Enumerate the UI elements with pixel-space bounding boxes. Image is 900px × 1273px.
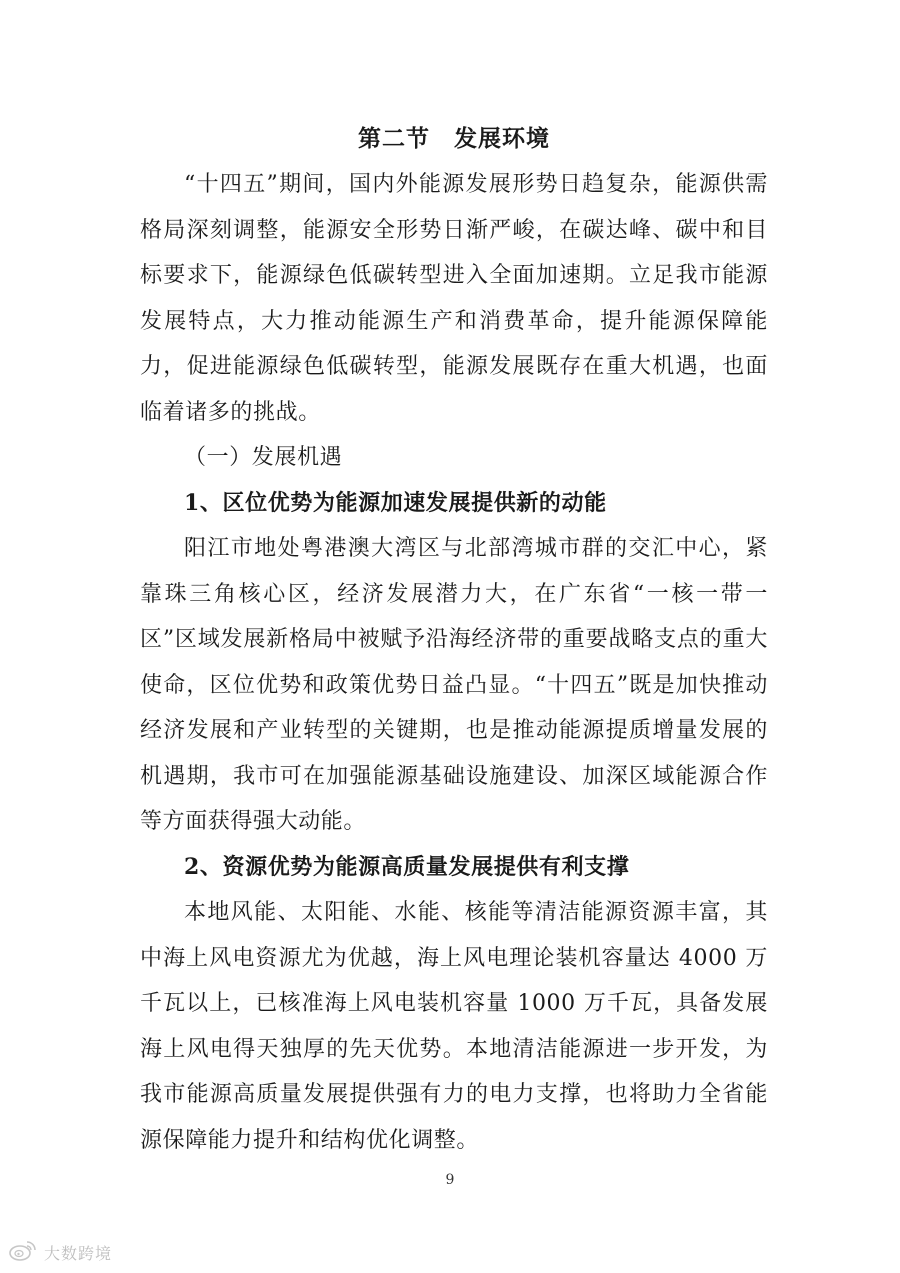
watermark <box>8 1238 112 1266</box>
intro-paragraph: “十四五”期间，国内外能源发展形势日趋复杂，能源供需格局深刻调整，能源安全形势日渐严峻，在碳达峰、碳中和目标要求下，能源绿色低碳转型进入全面加速期。立足我市能源发展特点，大力推动能源生产和消费革命，提升能源保障能力，促进能源绿色低碳转型，能源发展既存在重大机遇，也面临着诸多的挑战。 <box>140 172 768 425</box>
item-1-heading: 1、区位优势为能源加速发展提供新的动能 <box>184 489 607 516</box>
watermark-text: 大数跨境 <box>44 1243 113 1263</box>
item-1-paragraph: 阳江市地处粤港澳大湾区与北部湾城市群的交汇中心，紧靠珠三角核心区，经济发展潜力大，在广东省“一核一带一区”区域发展新格局中被赋予沿海经济带的重要战略支点的重大使命，区位优势和政策优势日益凸显。“十四五”既是加快推动经济发展和产业转型的关键期，也是推动能源提质增量发展的机遇期，我市可在加强能源基础设施建设、加深区域能源合作等方面获得强大动能。 <box>140 536 768 834</box>
page-number: 9 <box>445 1172 455 1188</box>
opportunities-heading: （一）发展机遇 <box>184 445 343 470</box>
item-2-heading: 2、资源优势为能源高质量发展提供有利支撑 <box>184 853 630 880</box>
weibo-logo-icon <box>8 1238 44 1266</box>
item-2-paragraph: 本地风能、太阳能、水能、核能等清洁能源资源丰富，其中海上风电资源尤为优越，海上风电理论装机容量达 4000 万千瓦以上，已核准海上风电装机容量 1000 万千瓦，具备发展海上风电得天独厚的先天优势。本地清洁能源进一步开发，为我市能源高质量发展提供强有力的电力支撑，也将助力全省能源保障能力提升和结构优化调整。 <box>140 900 768 1153</box>
page-content <box>140 118 768 1163</box>
section-title: 第二节 发展环境 <box>358 125 550 152</box>
